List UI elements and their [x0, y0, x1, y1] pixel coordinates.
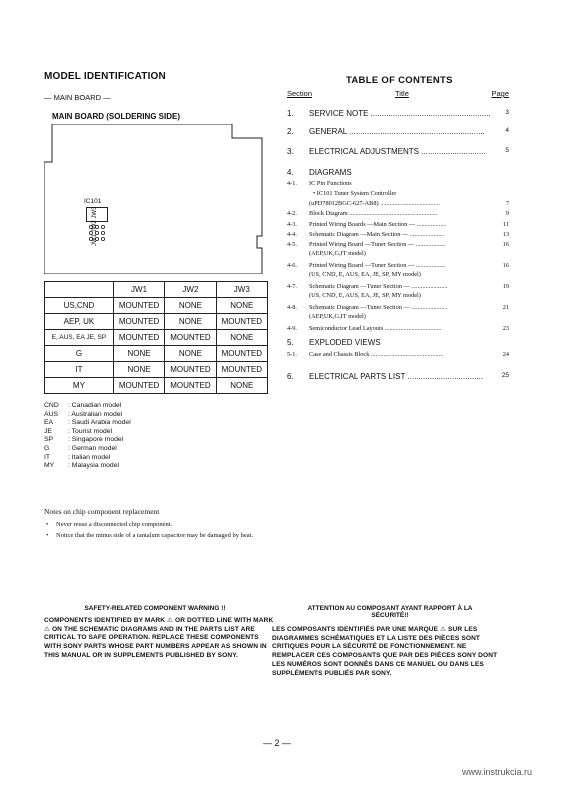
page-number: — 2 —	[263, 738, 292, 748]
table-cell: MOUNTED	[216, 346, 267, 362]
toc-num: 4-3.	[287, 221, 297, 228]
toc-page: 19	[502, 283, 509, 290]
toc-page: 5	[505, 147, 509, 154]
table-cell: MOUNTED	[113, 314, 164, 330]
model-code-legend	[44, 402, 131, 471]
safety-warning-body-fr: LES COMPOSANTS IDENTIFIÉS PAR UNE MARQUE ⚠ SUR LES DIAGRAMMES SCHÉMATIQUES ET LA LISTE DES PIÈCES SONT CRITIQUES POUR LA SÉCURITÉ DE FONCTIONNEMENT. NE REMPLACER CES COMPOSANTS QUE PAR DES PIÈCES SONY DONT LES NUMÉROS SONT DONNÉS DANS CE MANUEL OU DANS LES SUPPLÉMENTS PUBLIÉS PAR SONY.	[272, 626, 498, 677]
toc-text: (US, CND, E, AUS, EA, JE, SP, MY model)	[309, 292, 421, 299]
toc-page: 4	[505, 127, 509, 134]
toc-num: 4-1.	[287, 180, 297, 187]
list-item: • Never reuse a disconnected chip component.	[44, 520, 274, 529]
toc-num: 4-4.	[287, 231, 297, 238]
table-cell: MY	[45, 378, 114, 394]
toc-page: 23	[502, 325, 509, 332]
notes-title: Notes on chip component replacement	[44, 507, 160, 516]
toc-page: 9	[505, 210, 509, 217]
toc-page: 16	[502, 241, 509, 248]
toc-col-section: Section	[287, 89, 313, 98]
toc-page: 13	[502, 231, 509, 238]
table-row	[45, 314, 268, 330]
table-cell: G	[45, 346, 114, 362]
model-code-desc: : Canadian model	[68, 402, 122, 409]
model-code: SP	[44, 436, 54, 444]
model-code: MY	[44, 462, 55, 470]
toc-title: TABLE OF CONTENTS	[346, 75, 453, 86]
toc-text: ELECTRICAL PARTS LIST ..................................	[309, 372, 483, 381]
toc-num: 4-7.	[287, 283, 297, 290]
toc-text: Printed Wiring Board —Tuner Section — ...................	[309, 262, 446, 269]
table-cell: NONE	[165, 298, 216, 314]
table-cell: NONE	[216, 378, 267, 394]
jumper-configuration-table	[44, 281, 268, 394]
table-cell: MOUNTED	[165, 378, 216, 394]
toc-num: 3.	[287, 147, 294, 156]
toc-text: Block Diagram ........................................................	[309, 210, 438, 217]
model-code-desc: : Tourist model	[68, 427, 113, 435]
table-cell: MOUNTED	[113, 298, 164, 314]
safety-warning-title-fr: ATTENTION AU COMPOSANT AYANT RAPPORT À LA SÉCURITÉ!!	[307, 605, 473, 619]
list-item	[44, 445, 131, 454]
table-row	[45, 298, 268, 314]
model-code-desc: : Singapore model	[68, 436, 124, 444]
toc-text: EXPLODED VIEWS	[309, 338, 381, 347]
list-item	[44, 428, 131, 437]
list-item	[44, 462, 131, 471]
table-cell: MOUNTED	[113, 378, 164, 394]
toc-num: 6.	[287, 372, 294, 381]
ic101-label: IC101	[84, 198, 102, 205]
toc-page: 11	[502, 221, 509, 228]
toc-page: 21	[502, 304, 509, 311]
toc-num: 4-9.	[287, 325, 297, 332]
board-label: MAIN BOARD (SOLDERING SIDE)	[52, 112, 180, 121]
toc-text: • IC101 Tuner System Controller	[313, 190, 397, 197]
model-code-desc: : Saudi Arabia model	[68, 419, 131, 427]
toc-text: (AEP,UK,G,IT model)	[309, 313, 366, 320]
toc-page: 3	[505, 109, 509, 116]
main-board-outline-diagram	[44, 124, 264, 274]
table-cell: MOUNTED	[113, 330, 164, 346]
model-identification-title: MODEL IDENTIFICATION	[44, 71, 166, 82]
toc-page: 16	[502, 262, 509, 269]
watermark-url: www.instrukcia.ru	[462, 767, 533, 777]
toc-num: 1.	[287, 109, 294, 118]
toc-text: GENERAL .............................................................	[309, 127, 485, 136]
table-cell: US,CND	[45, 298, 114, 314]
list-item	[44, 454, 131, 463]
jw-labels: JW1 JW2 JW3	[92, 206, 98, 246]
toc-num: 4-8.	[287, 304, 297, 311]
toc-num: 5.	[287, 338, 294, 347]
list-item: • Notice that the minus side of a tantalum capacitor may be damaged by heat.	[44, 531, 274, 540]
toc-page: 24	[502, 351, 509, 358]
list-item	[44, 436, 131, 445]
notes-list	[44, 520, 274, 542]
toc-text: Semiconductor Lead Layouts ....................................	[309, 325, 442, 332]
model-code-desc: : Malaysia model	[68, 462, 119, 470]
toc-text: ELECTRICAL ADJUSTMENTS .............................	[309, 147, 486, 156]
toc-text: Schematic Diagram —Tuner Section — .......................	[309, 304, 448, 311]
toc-num: 4.	[287, 168, 294, 177]
table-cell: E, AUS, EA JE, SP	[45, 330, 114, 346]
table-cell: MOUNTED	[216, 314, 267, 330]
toc-num: 2.	[287, 127, 294, 136]
toc-col-title: Title	[395, 89, 409, 98]
table-header-corner	[45, 282, 114, 298]
toc-text: IC Pin Functions	[309, 180, 352, 187]
table-cell: NONE	[113, 346, 164, 362]
toc-num: 4-6.	[287, 262, 297, 269]
table-header-jw3: JW3	[216, 282, 267, 298]
table-row	[45, 346, 268, 362]
table-cell: IT	[45, 362, 114, 378]
table-cell: NONE	[216, 330, 267, 346]
toc-text: Schematic Diagram —Tuner Section — .......................	[309, 283, 448, 290]
model-code: CND	[44, 402, 59, 409]
model-code: G	[44, 444, 50, 452]
table-cell: NONE	[165, 314, 216, 330]
list-item	[44, 402, 131, 411]
table-cell: MOUNTED	[165, 362, 216, 378]
table-cell: AEP, UK	[45, 314, 114, 330]
table-row	[45, 362, 268, 378]
toc-text: SERVICE NOTE ......................................................	[309, 109, 491, 118]
toc-col-page: Page	[491, 89, 509, 98]
toc-text: (US, CND, E, AUS, EA, JE, SP, MY model)	[309, 271, 421, 278]
table-row	[45, 330, 268, 346]
safety-warning-body: COMPONENTS IDENTIFIED BY MARK ⚠ OR DOTTED LINE WITH MARK ⚠ ON THE SCHEMATIC DIAGRAMS AND IN THE PARTS LIST ARE CRITICAL TO SAFE OPERATION. REPLACE THESE COMPONENTS WITH SONY PARTS WHOSE PART NUMBERS APPEAR AS SHOWN IN THIS MANUAL OR IN SUPPLEMENTS PUBLISHED BY SONY.	[44, 617, 274, 659]
model-code-desc: : German model	[68, 444, 117, 452]
safety-warning-title: SAFETY-RELATED COMPONENT WARNING !!	[84, 605, 226, 612]
list-item	[44, 419, 131, 428]
table-cell: NONE	[216, 298, 267, 314]
table-header-jw1: JW1	[113, 282, 164, 298]
model-code: JE	[44, 427, 52, 435]
table-cell: MOUNTED	[165, 330, 216, 346]
model-code: AUS	[44, 410, 58, 418]
table-row	[45, 378, 268, 394]
toc-text: (uPD78012BGC-627-AB8) ......................................	[309, 200, 441, 207]
toc-num: 5-1.	[287, 351, 297, 358]
toc-text: Case and Chassis Block ..............................................	[309, 351, 444, 358]
list-item	[44, 411, 131, 420]
table-cell: MOUNTED	[216, 362, 267, 378]
toc-text: Printed Wiring Boards —Main Section — ...................	[309, 221, 447, 228]
main-board-subtitle: — MAIN BOARD —	[44, 93, 111, 102]
model-code-desc: : Italian model	[68, 453, 111, 461]
model-code-desc: : Australian model	[68, 410, 123, 418]
toc-num: 4-5.	[287, 241, 297, 248]
toc-page: 25	[501, 372, 509, 379]
model-code: IT	[44, 453, 51, 461]
toc-num: 4-2.	[287, 210, 297, 217]
table-cell: NONE	[165, 346, 216, 362]
toc-text: Schematic Diagram —Main Section — ......................	[309, 231, 445, 238]
toc-text: Printed Wiring Board —Tuner Section — ...................	[309, 241, 446, 248]
jumper-pads	[88, 224, 108, 242]
table-header-row	[45, 282, 268, 298]
toc-text: (AEP,UK,G,IT model)	[309, 250, 366, 257]
table-cell: NONE	[113, 362, 164, 378]
toc-text: DIAGRAMS	[309, 168, 352, 177]
toc-page: 7	[505, 200, 509, 207]
model-code: EA	[44, 419, 54, 427]
table-header-jw2: JW2	[165, 282, 216, 298]
